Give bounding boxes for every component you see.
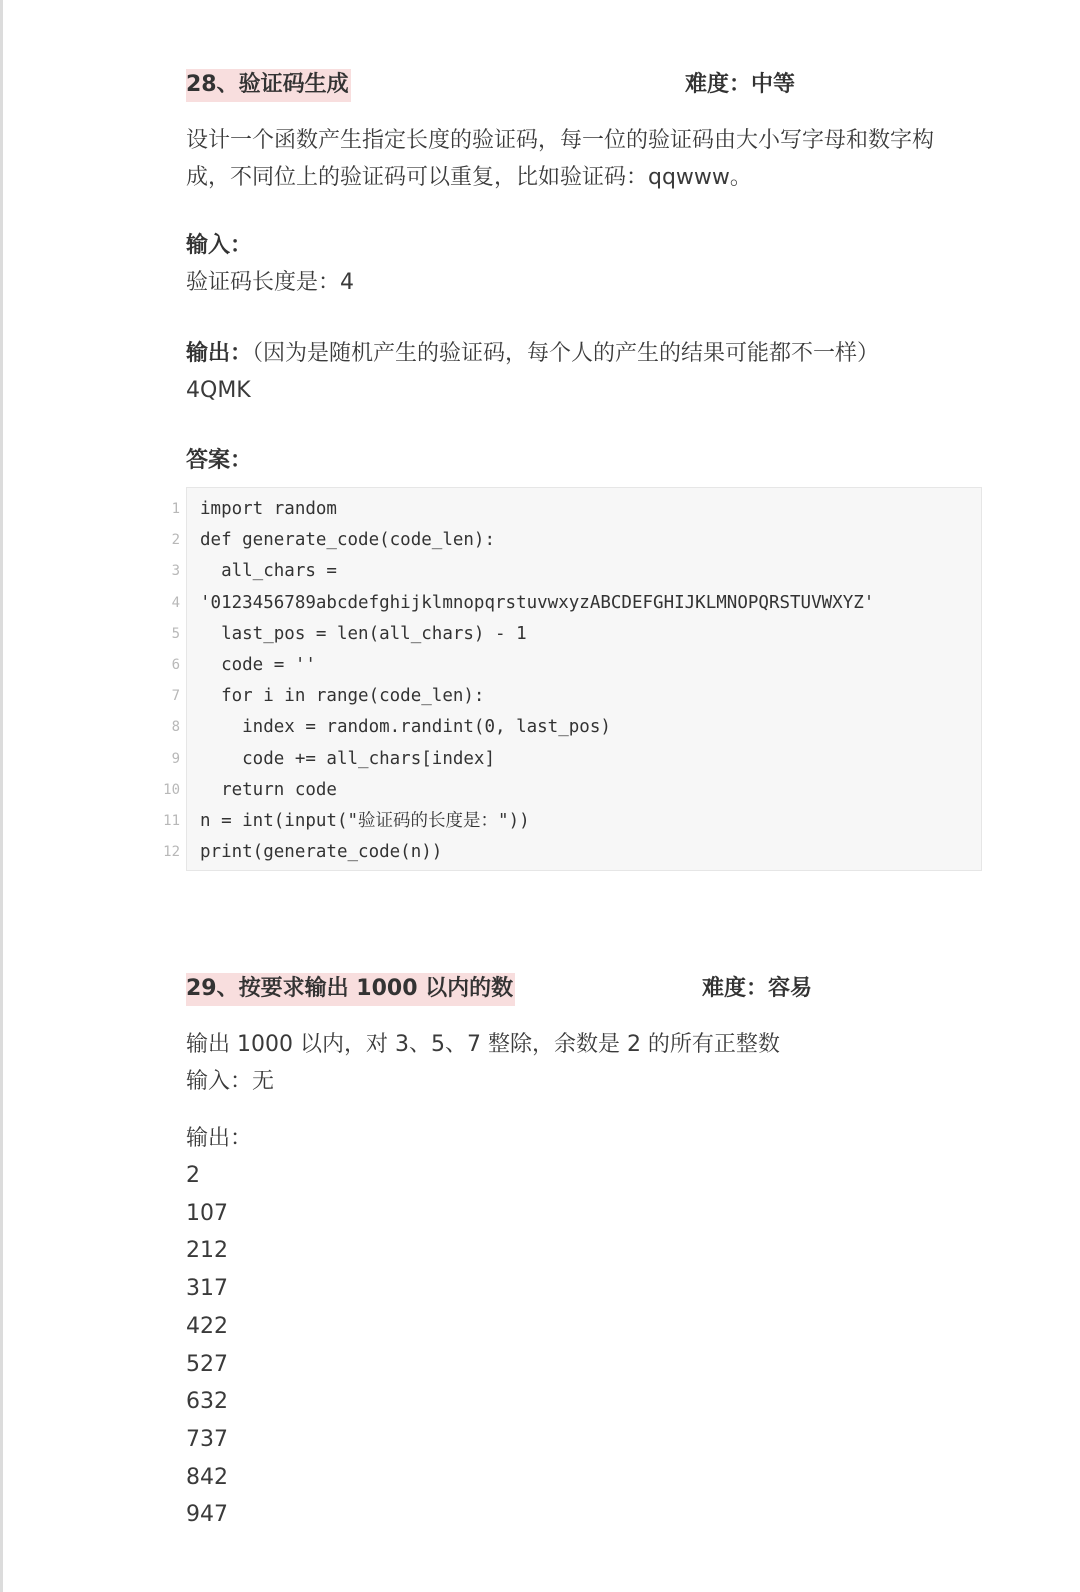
code-text: '0123456789abcdefghijklmnopqrstuvwxyzABCDEFGHIJKLMNOPQRSTUVWXYZ' [200, 592, 875, 613]
code-line [150, 588, 1010, 619]
code-line [150, 837, 1010, 868]
code-line [150, 494, 1010, 525]
code-text: code += all_chars[index] [200, 748, 496, 769]
question-28-input [186, 227, 966, 301]
code-line [150, 619, 1010, 650]
code-text: last_pos = len(all_chars) - 1 [200, 623, 527, 644]
code-text: def generate_code(code_len): [200, 530, 496, 551]
output-number: 422 [186, 1313, 228, 1339]
output-number: 527 [186, 1351, 228, 1377]
output-label: 输出： [186, 341, 253, 366]
line-number: 5 [171, 625, 180, 642]
input-value: 验证码长度是：4 [186, 270, 354, 295]
line-number: 2 [171, 532, 180, 549]
code-line [150, 525, 1010, 556]
code-line [150, 744, 1010, 775]
code-text: all_chars = [200, 561, 337, 582]
output-number: 2 [186, 1163, 200, 1188]
question-28-description [186, 122, 966, 196]
output-value: 4QMK [186, 378, 251, 403]
code-lines [150, 494, 1010, 868]
question-29-title: 29、按要求输出 1000 以内的数 [186, 973, 515, 1006]
output-number: 737 [186, 1426, 228, 1452]
output-number: 947 [186, 1502, 228, 1528]
output-number: 212 [186, 1238, 228, 1264]
description-line: 输出 1000 以内，对 3、5、7 整除，余数是 2 的所有正整数 [186, 1032, 780, 1057]
input-label: 输入： [186, 233, 253, 258]
code-text: for i in range(code_len): [200, 686, 485, 707]
code-text: n = int(input("验证码的长度是：")) [200, 810, 530, 831]
description-line: 成，不同位上的验证码可以重复，比如验证码：qqwww。 [186, 165, 752, 190]
page-left-border [0, 0, 3, 1592]
question-28-title: 28、验证码生成 [186, 69, 351, 102]
output-number: 317 [186, 1276, 228, 1302]
answer-label: 答案： [186, 448, 253, 473]
output-number: 107 [186, 1200, 228, 1226]
output-note: （因为是随机产生的验证码，每个人的产生的结果可能都不一样） [252, 341, 880, 366]
question-29-difficulty: 难度：容易 [702, 976, 813, 1001]
code-line [150, 775, 1010, 806]
code-line [150, 681, 1010, 712]
output-number-list [186, 1157, 228, 1534]
question-29-header [186, 973, 826, 1007]
code-line [150, 712, 1010, 743]
input-line: 输入：无 [186, 1069, 275, 1094]
line-number: 1 [171, 501, 180, 517]
code-line [150, 650, 1010, 681]
line-number: 12 [163, 844, 180, 861]
line-number: 8 [171, 719, 180, 736]
code-text: return code [200, 779, 337, 800]
code-line [150, 556, 1010, 587]
line-number: 11 [163, 812, 180, 829]
question-28-output [186, 335, 966, 409]
line-number: 9 [171, 750, 180, 767]
code-line [150, 806, 1010, 837]
line-number: 6 [171, 656, 180, 673]
question-29-output-label: 输出： [186, 1126, 253, 1151]
line-number: 10 [163, 781, 180, 798]
line-number: 3 [171, 563, 180, 580]
question-28-difficulty: 难度：中等 [685, 72, 796, 97]
code-text: code = '' [200, 654, 316, 675]
code-text: print(generate_code(n)) [200, 842, 443, 863]
question-29-description [186, 1026, 966, 1100]
question-28-header [186, 69, 826, 103]
line-number: 4 [171, 594, 180, 611]
code-text: index = random.randint(0, last_pos) [200, 717, 611, 738]
description-line: 设计一个函数产生指定长度的验证码，每一位的验证码由大小写字母和数字构 [186, 128, 935, 153]
output-number: 632 [186, 1389, 228, 1415]
code-text: import random [200, 499, 337, 519]
line-number: 7 [171, 688, 180, 705]
output-number: 842 [186, 1464, 228, 1490]
